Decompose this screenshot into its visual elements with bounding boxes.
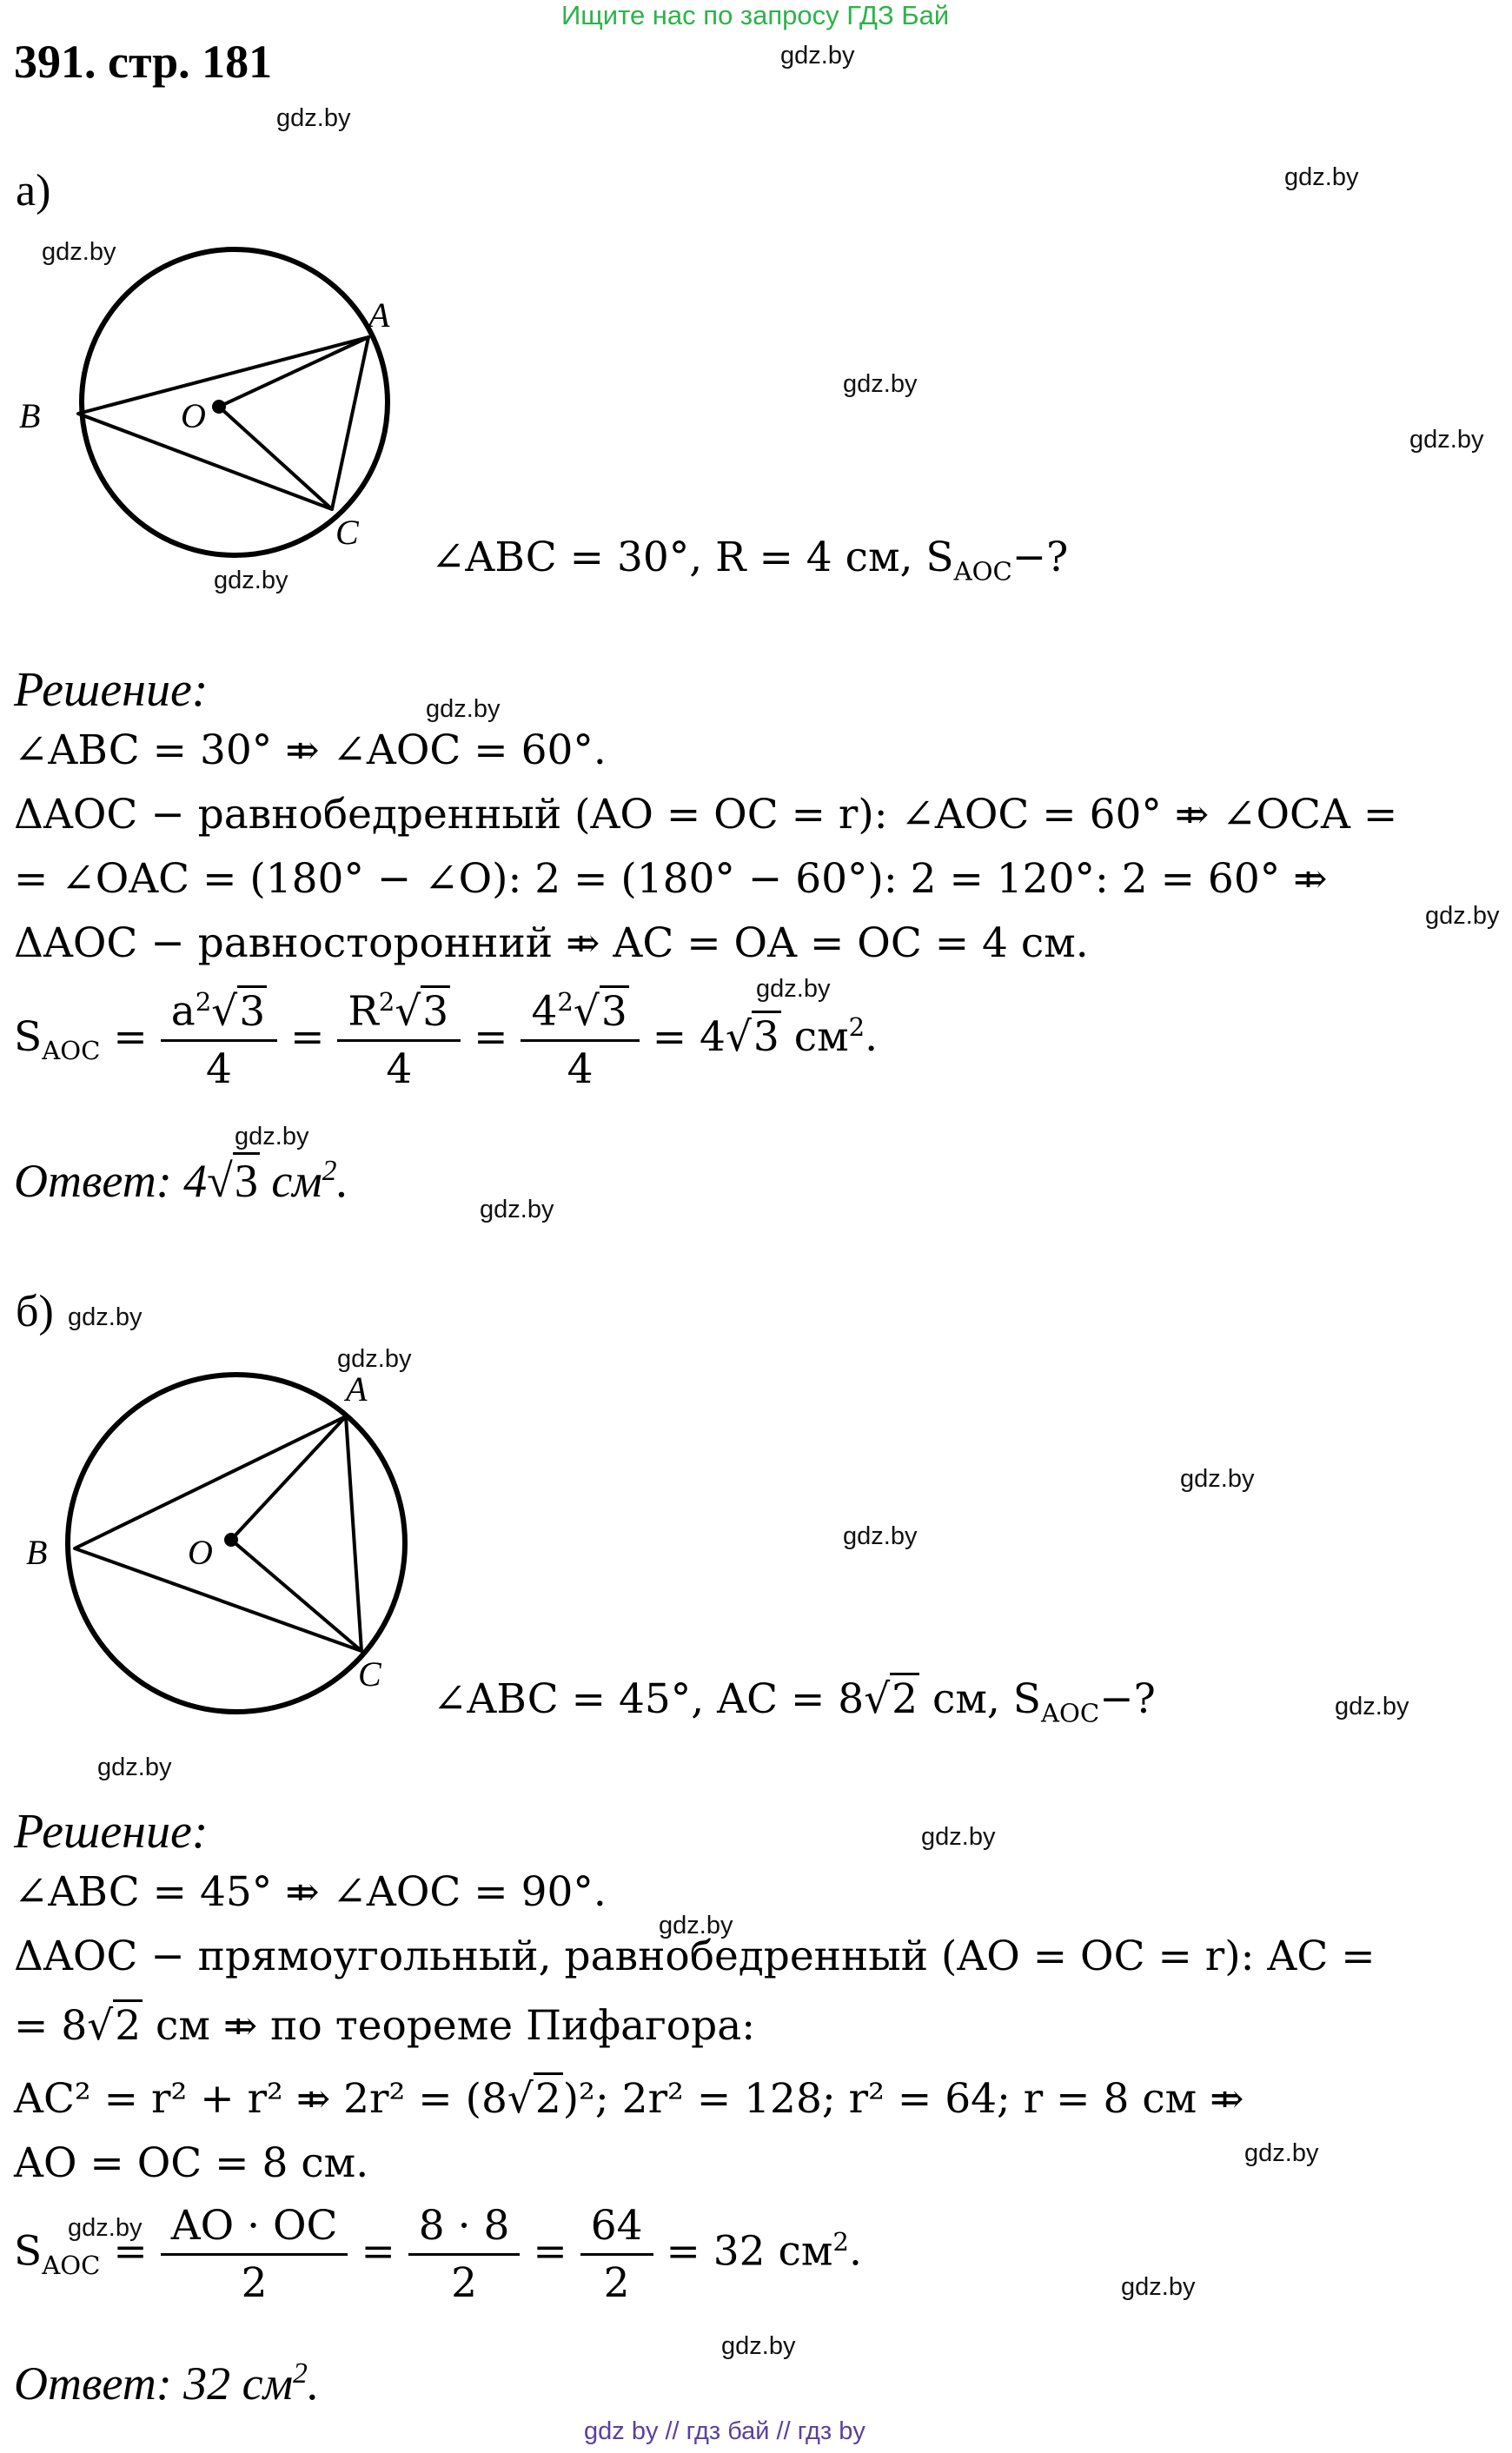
watermark: gdz.by — [659, 1912, 733, 1939]
watermark: gdz.by — [843, 1522, 918, 1550]
part-b-answer: Ответ: 32 $см^2$. — [14, 2357, 320, 2410]
label-b: B — [26, 1533, 48, 1572]
watermark: gdz.by — [97, 1754, 172, 1781]
watermark: gdz.by — [843, 370, 918, 398]
top-banner: Ищите нас по запросу ГДЗ Бай — [561, 0, 950, 30]
part-b-line-3: = 8√2 см ⤃ по теореме Пифагора: — [14, 2002, 755, 2050]
watermark: gdz.by — [214, 567, 288, 594]
fraction-1: $\frac{AO \cdot OC}{2}$ — [161, 2202, 348, 2307]
fraction-1: $\frac{a^2√3}{4}$ — [161, 987, 277, 1093]
watermark: gdz.by — [756, 975, 831, 1003]
watermark: gdz.by — [235, 1123, 309, 1150]
footer-links: gdz by // гдз бай // гдз by — [584, 2417, 865, 2445]
part-b-area-formula: $S_{AOC}$ = $\frac{AO \cdot OC}{2}$ = $\frac{8 \cdot 8}{2}$ = $\frac{64}{2}$ = 32 $см^2$. — [14, 2202, 862, 2307]
part-a-answer: Ответ: 4√3 $см^2$. — [14, 1154, 348, 1208]
part-b-line-1: ∠ABC = 45° ⤃ ∠AOC = 90°. — [14, 1868, 607, 1916]
part-a-line-4: ΔAOC − равносторонний ⤃ AC = OA = OC = 4 см. — [14, 919, 1089, 967]
part-a-solution-label: Решение: — [14, 663, 209, 717]
part-b-solution-label: Решение: — [14, 1805, 209, 1859]
part-a-given: ∠ABC = 30°, R = 4 см, $S_{AOC}-$? — [431, 534, 1069, 587]
center-point — [224, 1533, 238, 1547]
part-b-line-4: AC² = r² + r² ⤃ 2r² = (8√2)²; 2r² = 128; r² = 64; r = 8 см ⤃ — [14, 2075, 1244, 2123]
part-b-given: ∠ABC = 45°, AC = 8√2 см, $S_{AOC}-$? — [433, 1675, 1156, 1727]
watermark: gdz.by — [1425, 902, 1500, 930]
fraction-2: $\frac{R^2√3}{4}$ — [337, 987, 461, 1093]
watermark: gdz.by — [1409, 426, 1484, 454]
radius-oc — [219, 407, 332, 509]
part-b-label: б) — [16, 1287, 54, 1336]
fraction-2: $\frac{8 \cdot 8}{2}$ — [408, 2202, 521, 2307]
watermark: gdz.by — [1180, 1465, 1255, 1493]
watermark: gdz.by — [42, 238, 116, 266]
label-c: C — [335, 513, 359, 552]
label-a: A — [346, 1369, 368, 1409]
watermark: gdz.by — [426, 695, 501, 723]
label-o: O — [188, 1533, 213, 1572]
watermark: gdz.by — [780, 42, 855, 70]
watermark: gdz.by — [337, 1345, 412, 1373]
watermark: gdz.by — [1244, 2139, 1319, 2167]
part-a-line-1: ∠ABC = 30° ⤃ ∠AOC = 60°. — [14, 726, 607, 774]
label-b: B — [19, 396, 41, 435]
watermark: gdz.by — [721, 2332, 796, 2360]
label-a: A — [368, 295, 390, 335]
watermark: gdz.by — [1284, 163, 1359, 191]
watermark: gdz.by — [68, 1303, 143, 1331]
label-o: O — [181, 396, 206, 435]
fraction-3: $\frac{4^2√3}{4}$ — [521, 987, 639, 1093]
center-point — [212, 400, 226, 414]
part-a-area-formula: $S_{AOC}$ = $\frac{a^2√3}{4}$ = $\frac{R^2√3}{4}$ = $\frac{4^2√3}{4}$ = 4√3 $см^2$. — [14, 987, 878, 1093]
watermark: gdz.by — [480, 1196, 554, 1223]
watermark: gdz.by — [921, 1823, 996, 1851]
radius-oc — [231, 1540, 361, 1651]
part-a-figure — [17, 243, 400, 573]
fraction-3: $\frac{64}{2}$ — [580, 2202, 653, 2307]
part-a-line-2: ΔAOC − равнобедренный (AO = OC = r): ∠AOC = 60° ⤃ ∠OCA = — [14, 791, 1398, 839]
triangle-abc — [78, 337, 368, 509]
label-c: C — [358, 1654, 381, 1694]
part-b-line-2: ΔAOC − прямоугольный, равнобедренный (AO = OC = r): AC = — [14, 1933, 1376, 1980]
watermark: gdz.by — [1335, 1693, 1409, 1720]
radius-oa — [231, 1416, 346, 1540]
part-a-line-3: = ∠OAC = (180° − ∠O): 2 = (180° − 60°): 2 = 120°: 2 = 60° ⤃ — [14, 855, 1328, 903]
page-title: 391. стр. 181 — [14, 36, 273, 88]
watermark: gdz.by — [1121, 2273, 1196, 2301]
watermark: gdz.by — [68, 2214, 143, 2242]
part-b-line-5: AO = OC = 8 см. — [14, 2139, 369, 2187]
part-b-figure — [17, 1361, 408, 1726]
watermark: gdz.by — [276, 104, 351, 132]
part-a-label: а) — [16, 166, 51, 215]
